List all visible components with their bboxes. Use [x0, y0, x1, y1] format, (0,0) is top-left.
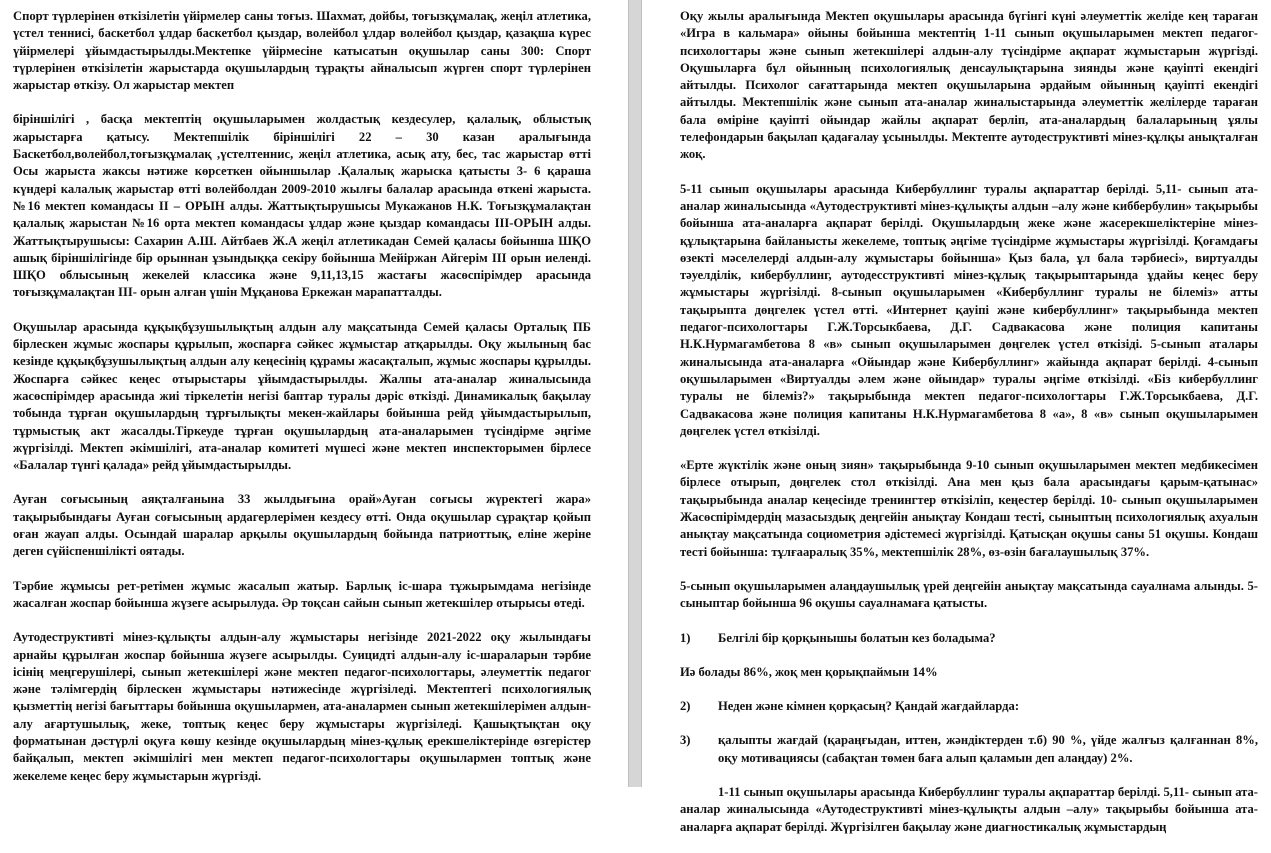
- paragraph: 5-сынып оқушыларымен алаңдаушылық үрей деңгейін анықтау мақсатында сауалнама алынды. 5- сыныптар бойынша 96 оқушы сауалнамаға қатысты.: [680, 578, 1258, 611]
- numbered-item: [680, 630, 1258, 647]
- right-text-column: [680, 8, 1258, 853]
- left-page: [0, 0, 628, 787]
- paragraph: Аутодеструктивті мінез-құлықты алдын-алу жұмыстары негізінде 2021-2022 оқу жылындағы арнайы құрылған жоспар бойынша жүзеге асырылды. Суицидті алдын-алу іс-шараларын тәрбие ісінің меңгерушілері, сынып жетекшілері және мектеп педагог-психологтары, әлеуметтік педагог және тәлімгердің бірлескен жұмыстары нәтижесінде жүргізіледі. Мектептегі психологиялық қызметтің негізі бағыттары бойынша оқушылармен, ата-аналармен сынып жетекшілерімен алдын-алу ағартушылық, жеке, топтық кеңес беру жұмыстары жүргізіледі. Қашықтықтан оқу форматынан дәстүрлі оқуға көшу кезінде оқушылардың мінез-құлық ерекшеліктерінде өзгерістер байқалып, мектеп әкімшілігі мен мектеп педагог-психологтары оқушылармен топтық және жекелеме кеңес беру жұмыстарын жүргізді.: [13, 630, 591, 783]
- item-number: 3): [680, 733, 691, 748]
- right-page: [642, 0, 1271, 834]
- paragraph: Оқу жылы аралығында Мектеп оқушылары арасында бүгінгі күні әлеуметтік желіде кең тараған «Игра в кальмара» ойыны бойынша мектептің 1-11 сынып оқушыларымен мектеп педагог-психологтары және сынып жетекшілері алдын-алу түсіндірме ақпарат жұмыстарын жүргізді. Оқушыларға бұл ойынның психологиялық денсаулықтарына зиянды және қауіпті екендігі айтылды. Психолог сағаттарында мектеп оқушыларына әрдайым ойынның қауіпті екендігі айтылды. Мектепшілік және сынып ата-аналар жиналыстарында әлеуметтік желілерде тараған бала өміріне қауіпті ойындар жайлы ақпарат берліп, ата-аналардың балаларының ұялы телефондарын бақылап қадағалау ұсынылды. Мектепте аутодеструктивті мінез-құлқы анықталған жоқ.: [680, 9, 1258, 162]
- page-gutter: [628, 0, 642, 787]
- paragraph: Тәрбие жұмысы рет-ретімен жұмыс жасалып жатыр. Барлық іс-шара тұжырымдама негізінде жасалған жоспар бойынша жүзеге асырылуда. Әр тоқсан сайын сынып жетекшілер отырысы өтеді.: [13, 578, 591, 610]
- item-text: қалыпты жағдай (қараңғыдан, иттен, жәндіктерден т.б) 90 %, үйде жалғыз қалғаннан 8%, оқу мотивациясы (сабақтан төмен баға алып қаламын деп алаңдау) 2%.: [718, 733, 1258, 765]
- numbered-item: [680, 732, 1258, 767]
- paragraph: Спорт түрлерінен өткізілетін үйірмелер саны тоғыз. Шахмат, дойбы, тоғызқұмалақ, жеңіл атлетика, үстел теннисі, баскетбол ұлдар баскетбол қыздар, волейбол ұлдар волейбол қыздар, қазақша күрес үйірмелері ұйымдастырылды.Мектепке үйірмесіне катысатын оқушылар саны 300: Спорт түрлерінен өткізілетін жарыстарда оқушылардың тұрақты айналысып жүрген спорт түрлерінен жарыстар өткізу. Ол жарыстар мектеп: [13, 9, 591, 93]
- numbered-item: [680, 698, 1258, 715]
- paragraph: біріншілігі , басқа мектептің оқушыларымен жолдастық кездесулер, қалалық, облыстық жарыстарға қатысу. Мектепшілік біріншілігі 22 – 30 казан аралығында Баскетбол,волейбол,тоғызқұмалақ ,үстелтеннис, жеңіл атлетика, асық ату, бес, тас жарыстар өтті Осы жарыста жаксы нәтиже көрсеткен ойыншылар .Қалалық жарыска қатысты 3- 6 қараша күндері калалық жарыстар өтті волейболдан 2009-2010 жылғы балалар арасында өткені жарыста. №16 мектеп командасы ІІ – ОРЫН алды. Жаттықтырушысы Мукажанов Н.К. Тоғызқұмалақтан қалалық жарыстан №16 орта мектеп командасы ұлдар және қыздар командасы ІІІ-ОРЫН алды. Жаттықтырушысы: Сахарин А.Ш. Айтбаев Ж.А жеңіл атлетикадан Семей қаласы бойынша ШҚО ашық біріншілігінде бір орыннан ұзындыққа секіру бойынша Мейіржан Айгерім ІІІ орын иеленді. ШҚО облысының жекелей классика және 9,11,13,15 жастағы жасөспірімдер арасында тоғызқұмалақтан ІІІ- орын алған үшін Мұқанова Еркежан марапатталды.: [13, 112, 591, 300]
- item-text: Неден және кімнен қорқасың? Қандай жағдайларда:: [718, 699, 1020, 714]
- item-text: Белгілі бір қорқынышы болатын кез боладыма?: [718, 630, 996, 645]
- paragraph: 5-11 сынып оқушылары арасында Кибербуллинг туралы ақпараттар берілді. 5,11- сынып ата-аналар жиналысында «Аутодеструктивті мінез-құлықты алдын –алу және киббербулин» тақырыбы бойынша ата-аналарға ақпарат берілді. Оқушылардың жеке және жасерекшеліктеріне мінез-құлықтарына байланысты жекелеме, топтық әңгіме түсіндірме жұмыстары жүргізілді. Қоғамдағы өзекті мәселелерді алдын-алу жұмыстары бойынша» Қыз бала, ұл бала тәрбиесі», виртуалды тәуелділік, кибербуллинг, аутодесструктивті мінез-құлық тақырыптарында ұдайы кеңес беру жұмыстары жүргізілді. 8-сынып оқушыларымен «Кибербуллинг туралы не білеміз» атты тақырыпта дөңгелек үстел өтті. «Интернет қауіпі және кибербуллинг» тақырыбында мектеп педагог-психологтары Г.Ж.Торсыкбаева, Д.Г. Садвакасова және полиция капитаны Н.К.Нурмагамбетова 8 «в» сынып оқушыларымен дөңгелек үстел өткізіді. 5-сынып аталары жиналысында ата-аналарға «Ойындар және Кибербуллинг» жайында ақпарат берілді. 4-сынып оқушыларымен «Виртуалды әлем және ойындар» туралы әңгіме өткізілді. «Біз кибербуллинг туралы не білеміз?» тақырыбында мектеп педагог-психологтары Г.Ж.Торсыкбаева, Д.Г. Садвакасова және полиция капитаны Н.К.Нурмагамбетова 8 «а», 8 «в» сынып оқушыларымен дөңгелек үстел өткізілді.: [680, 181, 1258, 438]
- paragraph: Оқушылар арасында құқықбұзушылықтың алдын алу мақсатында Семей қаласы Орталық ПБ бірлескен жұмыс жоспары құрылып, жоспарға сәйкес жұмыстар атқарылды. Оқу жылының бас кезінде құқықбұзушылықтың алдын алу кеңесінің құрамы жасақталып, жұмыс жоспары құрылды. Жоспарға сәйкес кеңес отырыстары ұйымдастырылды. Жалпы ата-аналар жиналысында жасөспірімдер арасында жиі тіркелетін негізі баптар туралы дәріс өткізді. Динамикалық бақылау тобында тұрған оқушылардың тұрғылықты мекен-жайлары бойынша рейд ұйымдастырылып, тұрмыстық акт жасалды.Тіркеуде тұрған оқушылардың ата-аналарымен түсіндірме әңгіме жүргізілді. Мектеп әкімшілігі, ата-аналар комитеті мүшесі және мектеп инспекторымен бірлесе «Балалар түнгі қалада» рейд ұйымдастырылды.: [13, 319, 591, 473]
- item-number: 1): [680, 630, 691, 645]
- paragraph: 1-11 сынып оқушылары арасында Кибербуллинг туралы ақпараттар берілді. 5,11- сынып ата-аналар жиналысында «Аутодеструктивті мінез-құлықты алдын –алу» тақырыбы бойынша ата-аналарға ақпарат берілді. Жүргізілген бақылау және диагностикалық жұмыстардың: [680, 784, 1258, 834]
- paragraph: Иә болады 86%, жоқ мен қорықпаймын 14%: [680, 664, 938, 679]
- paragraph: Ауған соғысының аяқталғанына 33 жылдығына орай»Ауған соғысы жүректегі жара» тақырыбындағы Ауған соғысының ардагерлерімен кездесу өтті. Онда оқушылар сұрақтар қойып оған жауап алды. Осындай шаралар арқылы оқушылардың бойында патриоттық, еліне жеріне деген сүйіспеншілікті оятады.: [13, 492, 591, 559]
- paragraph: «Ерте жүктілік және оның зиян» тақырыбында 9-10 сынып оқушыларымен мектеп медбикесімен бірлесе отырып, дөңгелек стол өткізілді. Ана мен қыз бала арасындағы қарым-қатынас» тақырыбында аналар кеңесінде тренингтер өткізіліп, кеңестер берілді. 10- сынып оқушыларымен Жасөспірімдердің мазасыздық деңгейін анықтау Кондаш тесті, сыныптың психологиялық ахуалын анықтау мақсатында социометрия әдістемесі жүргізілді. Қатысқан оқушы саны 51 оқушы. Кондаш тесті бойынша: тұлғааралық 35%, мектепшілік 28%, өз-өзін бағалаушылық 37%.: [680, 458, 1258, 559]
- item-number: 2): [680, 699, 691, 714]
- left-text-column: [13, 8, 591, 802]
